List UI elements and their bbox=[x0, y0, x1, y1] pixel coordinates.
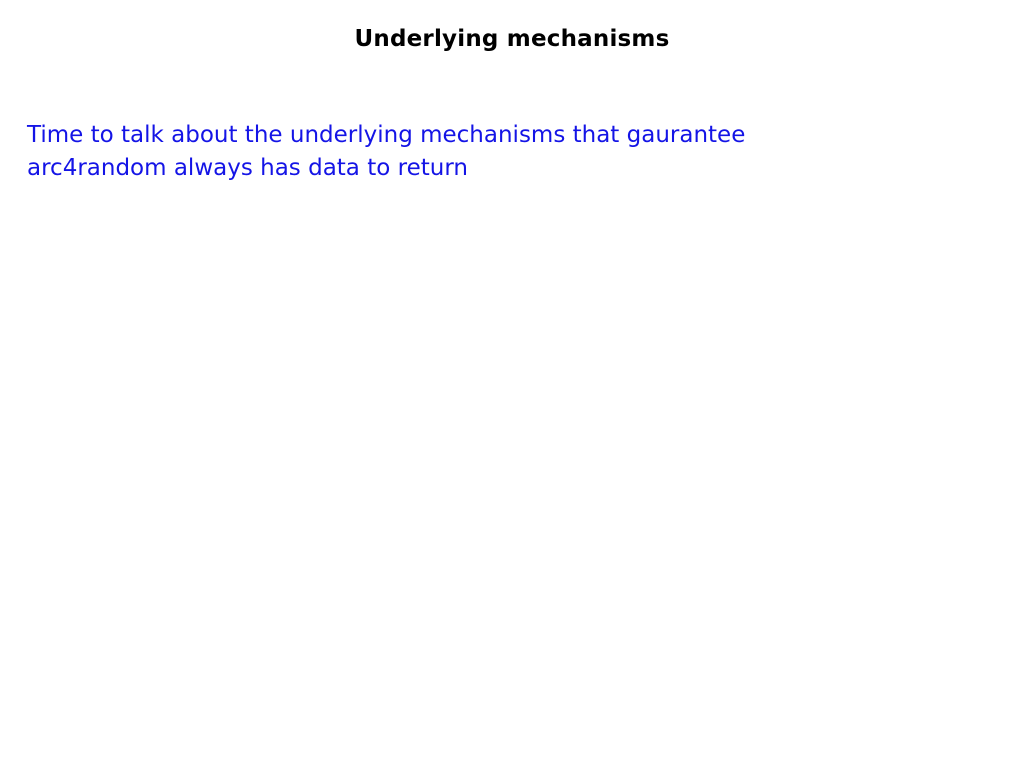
page-title: Underlying mechanisms bbox=[354, 26, 670, 52]
body-line-2: arc4random always has data to return bbox=[27, 155, 468, 182]
body-line-1: Time to talk about the underlying mechanisms that gaurantee bbox=[27, 122, 746, 148]
slide-body-text bbox=[27, 119, 907, 186]
